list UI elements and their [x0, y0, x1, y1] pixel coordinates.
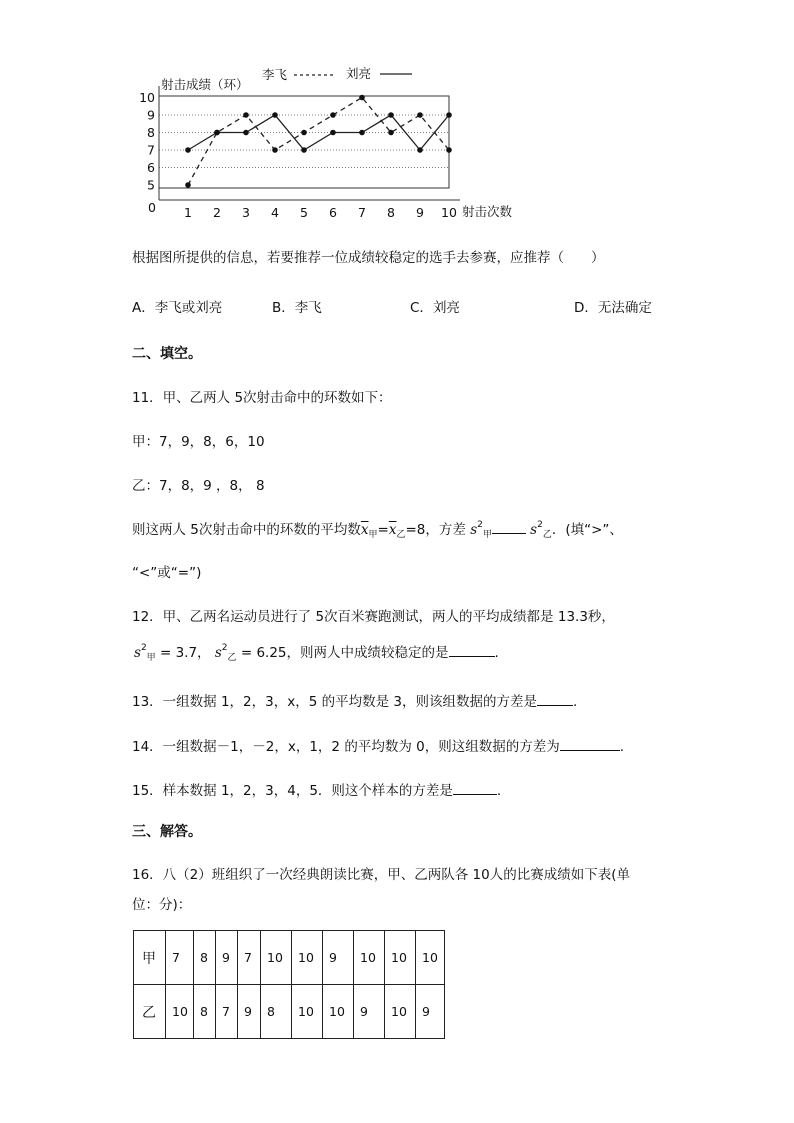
option-key: A． — [132, 300, 155, 316]
table-cell: 9 — [354, 985, 385, 1039]
table-cell: 9 — [323, 931, 354, 985]
variance-symbol-yi: s — [530, 522, 538, 538]
table-cell: 9 — [416, 985, 445, 1039]
q10-option-b — [272, 296, 322, 316]
q15-text: 15．样本数据 1，2，3，4，5．则这个样本的方差是 — [132, 783, 453, 799]
q12-answer-blank[interactable] — [449, 643, 495, 657]
mean-symbol-jia: $\overline{x}$ — [360, 522, 369, 538]
y-tick-label: 9 — [147, 107, 155, 123]
table-cell: 7 — [166, 931, 194, 985]
q12-question: ，则两人中成绩较稳定的是 — [286, 645, 449, 661]
section-3-title: 三、解答。 — [132, 824, 202, 840]
q11-jia-data: 甲：7，9，8，6，10 — [132, 434, 265, 450]
y-tick-label: 7 — [147, 142, 155, 158]
section-2-title: 二、填空。 — [132, 346, 202, 362]
data-point-lifei — [301, 130, 307, 136]
option-key: D． — [574, 300, 598, 316]
q13-text: 13．一组数据 1，2，3，x，5 的平均数是 3，则该组数据的方差是 — [132, 694, 537, 710]
table-cell: 7 — [238, 931, 261, 985]
option-key: C． — [410, 300, 433, 316]
row-label-yi: 乙 — [134, 985, 166, 1039]
data-point-liuliang — [417, 147, 423, 153]
table-cell: 8 — [194, 931, 216, 985]
data-point-liuliang — [185, 147, 191, 153]
data-point-lifei — [417, 112, 423, 118]
q13-answer-blank[interactable] — [537, 692, 573, 706]
table-cell: 10 — [292, 931, 323, 985]
x-tick-label: 9 — [416, 205, 424, 220]
q11-line4: “<”或“=”) — [132, 565, 202, 581]
subscript-yi: 乙 — [396, 530, 406, 540]
y-axis-title: 射击成绩（环） — [161, 77, 249, 92]
q16-line2: 位：分)： — [132, 897, 192, 913]
data-point-liuliang — [301, 147, 307, 153]
superscript-2: 2 — [537, 520, 543, 530]
q14 — [132, 735, 624, 755]
y-tick-label: 6 — [147, 160, 155, 175]
table-cell: 10 — [261, 931, 292, 985]
table-cell: 10 — [385, 985, 416, 1039]
option-text: 无法确定 — [597, 300, 652, 316]
y-tick-label: 10 — [139, 90, 155, 105]
table-cell: 8 — [194, 985, 216, 1039]
score-table — [133, 930, 445, 1039]
data-point-lifei — [272, 147, 278, 153]
subscript-yi: 乙 — [542, 530, 552, 540]
q12-line2 — [134, 641, 499, 663]
subscript-jia: 甲 — [368, 530, 378, 540]
data-point-liuliang — [272, 112, 278, 118]
table-cell: 10 — [416, 931, 445, 985]
data-point-liuliang — [388, 112, 394, 118]
data-point-liuliang — [359, 130, 365, 136]
q10-stem: 根据图所提供的信息，若要推荐一位成绩较稳定的选手去参赛，应推荐（ ） — [132, 250, 605, 266]
q11-line3 — [132, 518, 623, 540]
data-point-liuliang — [446, 112, 452, 118]
table-row-yi — [134, 985, 445, 1039]
q14-text: 14．一组数据－1，－2，x，1，2 的平均数为 0，则这组数据的方差为 — [132, 739, 560, 755]
q16-line1: 16．八（2）班组织了一次经典朗读比赛，甲、乙两队各 10人的比赛成绩如下表(单 — [132, 867, 631, 883]
table-cell: 9 — [216, 931, 238, 985]
data-point-liuliang — [330, 130, 336, 136]
option-key: B． — [272, 300, 295, 316]
q12-line1: 12．甲、乙两名运动员进行了 5次百米赛跑测试，两人的平均成绩都是 13.3秒， — [132, 609, 615, 625]
subscript-yi: 乙 — [227, 653, 237, 663]
table-cell: 10 — [354, 931, 385, 985]
variance-symbol-jia: s — [470, 522, 478, 538]
q12-end: . — [494, 645, 499, 661]
data-point-lifei — [388, 130, 394, 136]
table-row-jia — [134, 931, 445, 985]
table-cell: 9 — [238, 985, 261, 1039]
x-tick-label: 4 — [271, 205, 279, 220]
variance-symbol-yi: s — [214, 645, 222, 661]
q10-option-a — [132, 296, 222, 316]
variance-symbol-jia: s — [134, 645, 141, 661]
mean-symbol-yi: $\overline{x}$ — [388, 522, 397, 538]
data-point-lifei — [446, 147, 452, 153]
option-text: 李飞或刘亮 — [154, 300, 223, 316]
x-tick-label: 5 — [300, 205, 308, 220]
x-tick-label: 6 — [329, 205, 337, 220]
q10-option-c — [410, 296, 460, 316]
q15-end: . — [496, 783, 502, 799]
origin-label: 0 — [148, 200, 156, 215]
y-tick-label: 8 — [147, 125, 155, 140]
variance-value-jia: = 3.7， — [155, 645, 211, 661]
q11-mean-value: =8，方差 — [405, 522, 466, 538]
superscript-2: 2 — [140, 643, 147, 653]
q11-fill-instruction: ．(填“>”、 — [551, 522, 623, 538]
x-tick-label: 2 — [213, 205, 221, 220]
table-cell: 10 — [292, 985, 323, 1039]
x-tick-label: 1 — [184, 205, 192, 220]
table-cell: 8 — [261, 985, 292, 1039]
chart-legend — [262, 66, 412, 82]
variance-value-yi: = 6.25 — [236, 645, 287, 661]
x-tick-label: 7 — [358, 205, 366, 220]
q11-stem: 11．甲、乙两人 5次射击命中的环数如下： — [132, 390, 392, 406]
q14-end: . — [619, 739, 624, 755]
q10-option-d — [574, 296, 652, 316]
q14-answer-blank[interactable] — [560, 737, 620, 751]
x-axis-title: 射击次数 — [462, 204, 513, 219]
chart-series-lines — [188, 98, 449, 186]
q13 — [132, 690, 577, 710]
q13-end: . — [573, 694, 578, 710]
q15-answer-blank[interactable] — [453, 781, 497, 795]
shooting-score-line-chart — [0, 0, 794, 230]
row-label-jia: 甲 — [134, 931, 166, 985]
table-cell: 7 — [216, 985, 238, 1039]
x-tick-label: 10 — [441, 205, 457, 220]
table-cell: 10 — [323, 985, 354, 1039]
data-point-liuliang — [243, 130, 249, 136]
data-point-lifei — [243, 112, 249, 118]
data-point-lifei — [185, 182, 191, 188]
option-text: 刘亮 — [432, 300, 460, 316]
x-tick-label: 8 — [387, 205, 395, 220]
q11-yi-data: 乙：7，8，9 ，8， 8 — [132, 478, 265, 494]
option-text: 李飞 — [294, 300, 322, 316]
superscript-2: 2 — [477, 520, 483, 530]
superscript-2: 2 — [221, 643, 228, 653]
data-point-lifei — [359, 95, 365, 101]
table-cell: 10 — [166, 985, 194, 1039]
x-tick-label: 3 — [242, 205, 250, 220]
y-tick-label: 5 — [147, 177, 155, 193]
subscript-jia: 甲 — [482, 530, 492, 540]
legend-label-liuliang: 刘亮 — [346, 66, 372, 81]
q15 — [132, 779, 501, 799]
q11-answer-blank[interactable] — [492, 520, 526, 534]
subscript-jia: 甲 — [146, 653, 156, 663]
table-cell: 10 — [385, 931, 416, 985]
data-point-lifei — [330, 112, 336, 118]
legend-label-lifei: 李飞 — [262, 67, 288, 82]
q11-mean-text: 则这两人 5次射击命中的环数的平均数 — [132, 522, 361, 538]
equals-sign: = — [377, 522, 389, 538]
data-point-liuliang — [214, 130, 220, 136]
